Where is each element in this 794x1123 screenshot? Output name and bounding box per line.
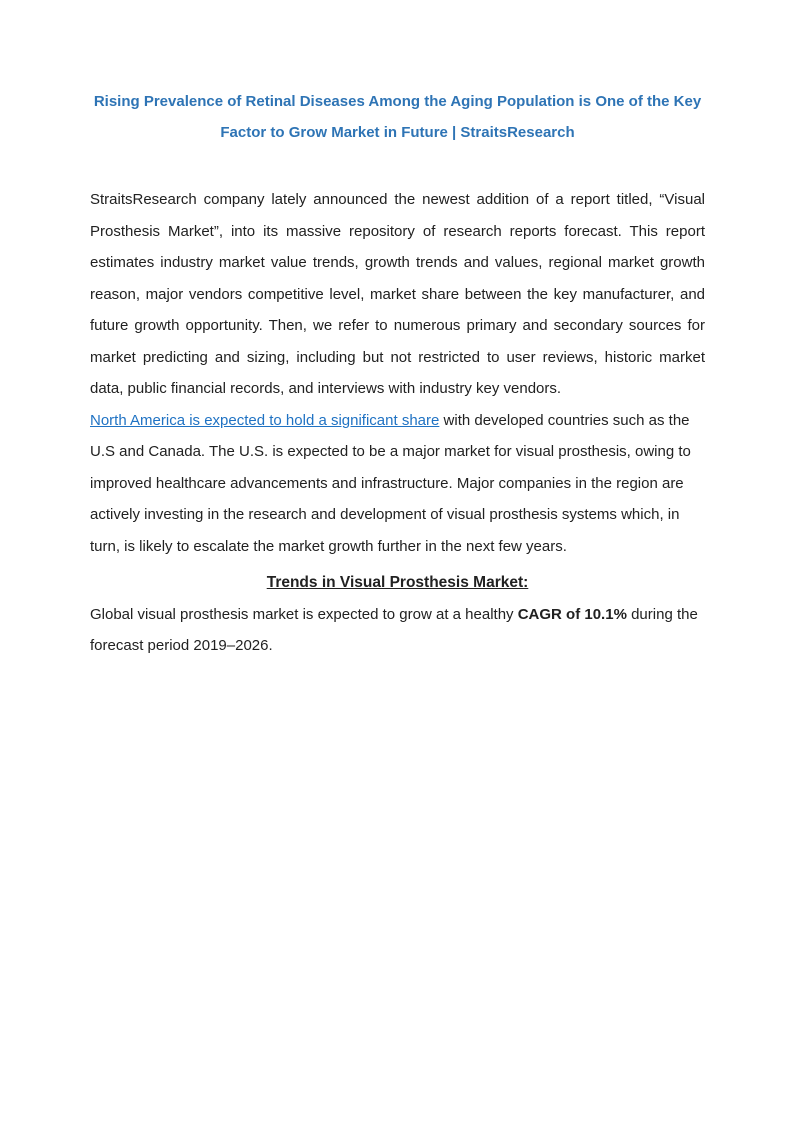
cagr-value: CAGR of 10.1% bbox=[517, 605, 627, 623]
trends-subheading bbox=[90, 567, 705, 599]
paragraph-growth-forecast-pre: Global visual prosthesis market is expected to grow at a healthy bbox=[90, 605, 518, 623]
paragraph-report-overview bbox=[90, 184, 705, 405]
trends-subheading-text: Trends in Visual Prosthesis Market: bbox=[266, 574, 529, 591]
paragraph-growth-forecast-post: during the forecast period 2019–2026. bbox=[90, 605, 698, 654]
paragraph-growth-forecast bbox=[90, 599, 705, 662]
paragraph-regional-outlook bbox=[90, 405, 705, 563]
paragraph-report-overview-text: StraitsResearch company lately announced the newest addition of a report titled, “Visual Prosthesis Market”, into its massive repository of research reports forecast. This report estimates industry market value trends, growth trends and values, regional market growth reason, major vendors competitive level, market share between the key manufacturer, and future growth opportunity. Then, we refer to numerous primary and secondary sources for market predicting and sizing, including but not restricted to user reviews, historic market data, public financial records, and interviews with industry key vendors. bbox=[90, 191, 705, 397]
north-america-share-link[interactable]: North America is expected to hold a significant share bbox=[90, 411, 440, 429]
document-title bbox=[90, 86, 705, 148]
document-title-text: Rising Prevalence of Retinal Diseases Among the Aging Population is One of the Key Factor to Grow Market in Future | StraitsResearch bbox=[93, 93, 702, 141]
paragraph-regional-outlook-text: with developed countries such as the U.S and Canada. The U.S. is expected to be a major market for visual prosthesis, owing to improved healthcare advancements and infrastructure. Major companies in the region are actively investing in the research and development of visual prosthesis systems which, in turn, is likely to escalate the market growth further in the next few years. bbox=[90, 411, 691, 555]
